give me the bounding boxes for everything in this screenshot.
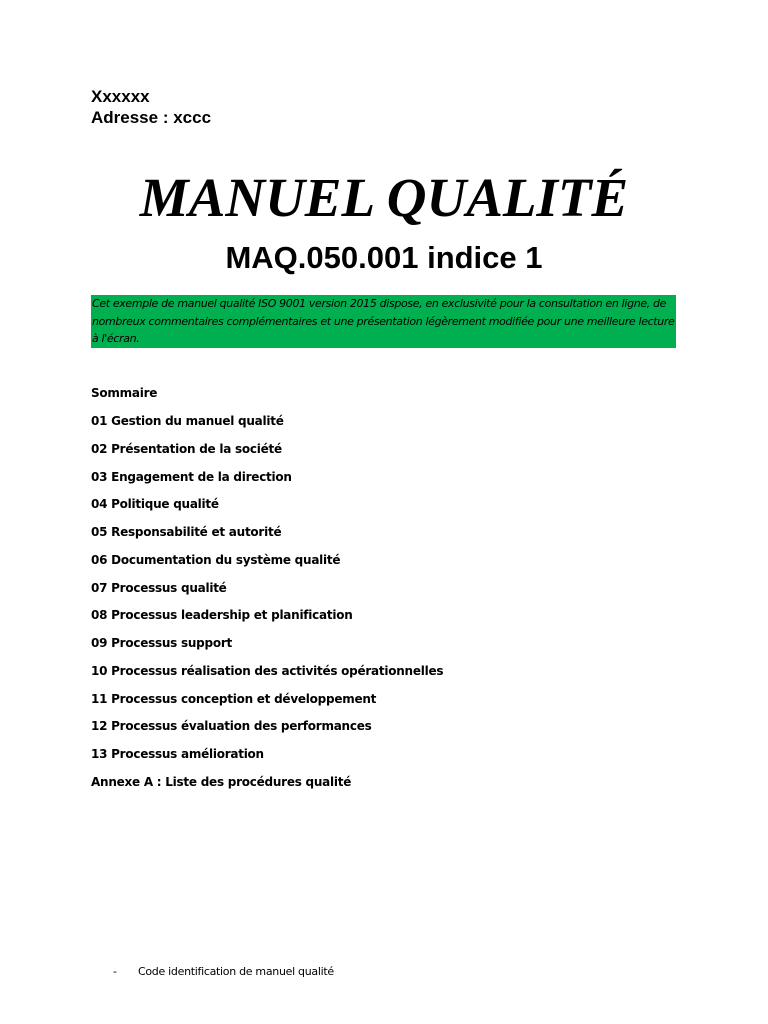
footnote [113,964,334,980]
online-notice-banner [91,295,676,348]
toc-item[interactable]: 11 Processus conception et développement [91,691,377,706]
list-bullet: - [113,965,117,978]
toc-item[interactable]: 10 Processus réalisation des activités opérationnelles [91,663,444,678]
toc-heading: Sommaire [91,386,158,400]
toc-list [91,411,443,800]
toc-item[interactable]: 04 Politique qualité [91,497,219,512]
toc-item[interactable]: 09 Processus support [91,636,232,650]
toc-item[interactable]: 12 Processus évaluation des performances [91,719,372,734]
toc-item[interactable]: 07 Processus qualité [91,580,227,595]
footnote-text: Code identification de manuel qualité [138,965,334,978]
table-of-contents [91,383,443,800]
online-notice-text: Cet exemple de manuel qualité ISO 9001 version 2015 dispose, en exclusivité pour la consultation en ligne, de nombreux commentaires complémentaires et une présentation légèrement modifiée pour une meilleure lecture à l'écran. [92,297,675,345]
toc-item[interactable]: 02 Présentation de la société [91,441,282,456]
toc-item[interactable]: 03 Engagement de la direction [91,469,292,484]
company-address: Adresse : xccc [91,108,212,127]
document-reference: MAQ.050.001 indice 1 [225,240,543,275]
company-header [91,86,211,128]
toc-item[interactable]: 06 Documentation du système qualité [91,552,341,567]
toc-item[interactable]: 08 Processus leadership et planification [91,608,353,623]
company-name: Xxxxxx [91,87,150,106]
toc-item[interactable]: 01 Gestion du manuel qualité [91,414,284,428]
toc-item[interactable]: 13 Processus amélioration [91,747,264,761]
toc-item[interactable]: Annexe A : Liste des procédures qualité [91,774,352,789]
page-title: MANUEL QUALITÉ [139,167,629,228]
toc-item[interactable]: 05 Responsabilité et autorité [91,525,282,539]
